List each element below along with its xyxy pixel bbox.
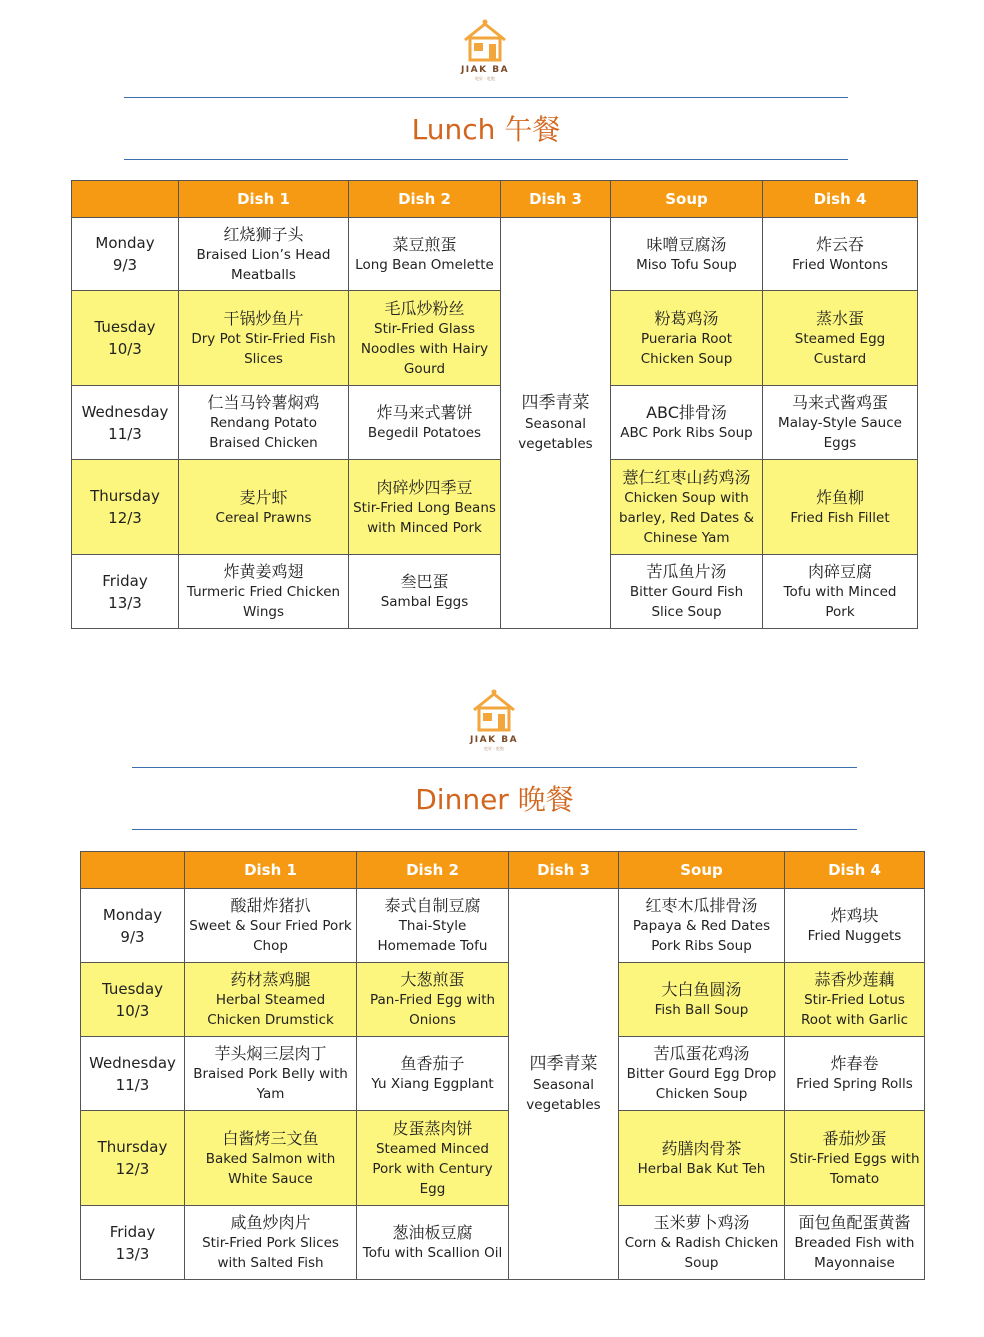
day-date: 13/3	[108, 593, 142, 612]
day-name: Friday	[102, 571, 148, 590]
soup-cell	[611, 460, 763, 555]
dish-en: Braised Pork Belly with Yam	[193, 1066, 348, 1102]
dish4-cell	[785, 1111, 925, 1206]
dish2-cell	[349, 291, 501, 386]
dinner-top-rule	[132, 767, 857, 768]
dish-zh: 粉葛鸡汤	[654, 308, 719, 328]
day-date: 9/3	[112, 256, 138, 274]
soup-cell	[611, 386, 763, 460]
dish-zh: 蒸水蛋	[815, 308, 864, 328]
dish2-cell	[349, 555, 501, 629]
dish4-cell	[785, 1037, 925, 1111]
dish-en: Tofu with Scallion Oil	[362, 1245, 503, 1261]
dish1-cell	[185, 889, 357, 963]
day-date: 10/3	[115, 1001, 150, 1020]
dish2-cell	[357, 963, 509, 1037]
dish-en: ABC Pork Ribs Soup	[620, 425, 753, 441]
header-dish1: Dish 1	[179, 181, 349, 218]
dish-zh: 鱼香茄子	[400, 1054, 465, 1073]
lunch-top-rule	[124, 97, 848, 98]
dish-zh: 苦瓜蛋花鸡汤	[653, 1044, 750, 1063]
dish-zh: 仁当马铃薯焖鸡	[207, 393, 320, 412]
dish1-cell	[185, 1037, 357, 1111]
table-row	[81, 1037, 925, 1111]
header-soup: Soup	[611, 181, 763, 218]
dish3-cell	[501, 218, 611, 629]
dish-zh: 大白鱼圆汤	[661, 980, 742, 999]
day-cell	[72, 460, 179, 555]
dish-zh: 毛瓜炒粉丝	[384, 298, 465, 318]
table-row	[81, 963, 925, 1037]
dish1-cell	[185, 1206, 357, 1280]
header-dish4: Dish 4	[785, 852, 925, 889]
header-dish3: Dish 3	[509, 852, 619, 889]
dish-en: Thai-Style Homemade Tofu	[377, 918, 488, 954]
header-dish2: Dish 2	[349, 181, 501, 218]
dish-en: Long Bean Omelette	[355, 256, 494, 273]
dish4-cell	[785, 889, 925, 963]
dish-zh: 药膳肉骨茶	[661, 1138, 742, 1158]
dish-zh: 肉碎炒四季豆	[376, 477, 473, 497]
soup-cell	[619, 1037, 785, 1111]
dish-zh: 番茄炒蛋	[822, 1128, 887, 1148]
dish1-cell	[185, 963, 357, 1037]
dish-en: Malay-Style Sauce Eggs	[778, 415, 902, 451]
dish1-cell	[185, 1111, 357, 1206]
dish-zh: 玉米萝卜鸡汤	[653, 1213, 750, 1232]
dish-en: Cereal Prawns	[215, 509, 312, 526]
dish-zh: 咸鱼炒肉片	[230, 1213, 311, 1232]
brand-name: JIAK BA	[460, 65, 510, 75]
dish-en: Begedil Potatoes	[367, 425, 482, 441]
soup-cell	[611, 218, 763, 291]
dish-en: Turmeric Fried Chicken Wings	[186, 584, 341, 620]
dish-en: Bitter Gourd Fish Slice Soup	[629, 584, 744, 620]
dish-en: Yu Xiang Eggplant	[371, 1076, 494, 1092]
dish-zh: 泰式自制豆腐	[384, 896, 481, 915]
dish2-cell	[357, 1206, 509, 1280]
dish-zh: 面包鱼配蛋黄酱	[798, 1213, 911, 1232]
dish-zh: 大葱煎蛋	[400, 970, 465, 989]
dish-en: Stir-Fried Eggs with Tomato	[789, 1150, 920, 1187]
day-date: 9/3	[120, 927, 145, 946]
day-name: Tuesday	[101, 979, 164, 998]
brand-tagline: 吃好 · 吃饱	[484, 746, 504, 751]
header-day	[72, 181, 179, 218]
dish-zh: 皮蛋蒸肉饼	[392, 1118, 473, 1138]
dish2-cell	[357, 1111, 509, 1206]
dish4-cell	[785, 1206, 925, 1280]
dish-en: vegetables	[518, 435, 593, 452]
dish-zh: 薏仁红枣山药鸡汤	[622, 467, 751, 487]
dish-zh: 炸黄姜鸡翅	[223, 562, 304, 581]
day-cell	[81, 1111, 185, 1206]
day-date: 12/3	[108, 509, 142, 527]
dish1-cell	[179, 460, 349, 555]
dish4-cell	[785, 963, 925, 1037]
dish4-cell	[763, 218, 918, 291]
dish-zh: 马来式酱鸡蛋	[791, 393, 888, 412]
dish-en: Fried Fish Fillet	[790, 509, 890, 526]
dish-en: Fish Ball Soup	[654, 1002, 749, 1018]
day-cell	[81, 1037, 185, 1111]
dish1-cell	[179, 218, 349, 291]
dish-zh: 炸鱼柳	[815, 487, 864, 507]
dish-en: Dry Pot Stir-Fried Fish Slices	[191, 330, 336, 367]
dish1-cell	[179, 291, 349, 386]
table-row	[72, 460, 918, 555]
dish-en: Bitter Gourd Egg Drop Chicken Soup	[626, 1066, 777, 1102]
dish-zh: 芋头焖三层肉丁	[214, 1044, 327, 1063]
table-row	[72, 386, 918, 460]
dish-zh: 炸云吞	[815, 234, 864, 254]
table-row	[81, 1206, 925, 1280]
dish-en: Sweet & Sour Fried Pork Chop	[189, 918, 352, 954]
dish-en: Steamed Minced Pork with Century Egg	[372, 1140, 493, 1197]
dinner-bottom-rule	[132, 829, 857, 830]
dish-zh: 葱油板豆腐	[392, 1223, 473, 1242]
dish4-cell	[763, 291, 918, 386]
table-row	[72, 218, 918, 291]
day-date: 11/3	[108, 424, 142, 443]
dish-en: vegetables	[526, 1096, 601, 1113]
lunch-bottom-rule	[124, 159, 848, 160]
dish1-cell	[179, 386, 349, 460]
dish-zh: 炸鸡块	[830, 906, 879, 925]
dish-en: Seasonal	[532, 1076, 595, 1093]
dish4-cell	[763, 555, 918, 629]
table-header-row	[72, 181, 918, 218]
day-cell	[72, 291, 179, 386]
dish-en: Stir-Fried Glass Noodles with Hairy Gourd	[360, 320, 489, 377]
soup-cell	[619, 1111, 785, 1206]
dish2-cell	[349, 218, 501, 291]
dish-en: Stir-Fried Pork Slices with Salted Fish	[202, 1235, 339, 1271]
dish-en: Pueraria Root Chicken Soup	[640, 330, 733, 367]
day-name: Monday	[95, 234, 155, 252]
dish-en: Baked Salmon with White Sauce	[205, 1150, 336, 1187]
dish-zh: 干锅炒鱼片	[223, 308, 304, 328]
header-dish1: Dish 1	[185, 852, 357, 889]
dish-en: Herbal Steamed Chicken Drumstick	[207, 992, 334, 1028]
dish-en: Herbal Bak Kut Teh	[637, 1160, 766, 1177]
soup-cell	[619, 1206, 785, 1280]
header-soup: Soup	[619, 852, 785, 889]
dish-en: Breaded Fish with Mayonnaise	[794, 1235, 915, 1271]
dish-en: Sambal Eggs	[380, 594, 469, 610]
day-date: 13/3	[115, 1244, 150, 1263]
dish2-cell	[357, 1037, 509, 1111]
dish-en: Seasonal	[524, 415, 587, 432]
lunch-menu-table	[71, 180, 918, 629]
table-row	[81, 889, 925, 963]
day-cell	[72, 555, 179, 629]
soup-cell	[619, 889, 785, 963]
day-name: Tuesday	[94, 318, 156, 336]
dish-zh: 菜豆煎蛋	[392, 234, 457, 254]
dish4-cell	[763, 460, 918, 555]
dish-en: Miso Tofu Soup	[636, 256, 737, 273]
dish-en: Papaya & Red Dates Pork Ribs Soup	[632, 918, 771, 954]
soup-cell	[611, 291, 763, 386]
house-icon	[468, 688, 520, 734]
day-name: Thursday	[90, 487, 160, 505]
dinner-title: Dinner 晚餐	[415, 783, 574, 816]
dish-zh: 肉碎豆腐	[807, 562, 872, 581]
dish-zh: 酸甜炸猪扒	[230, 896, 311, 915]
day-cell	[72, 218, 179, 291]
day-name: Friday	[109, 1222, 156, 1241]
dish-zh: 四季青菜	[529, 1053, 598, 1074]
dish-en: Fried Nuggets	[807, 928, 902, 944]
dish1-cell	[179, 555, 349, 629]
dish-zh: ABC排骨汤	[646, 403, 727, 422]
table-header-row	[81, 852, 925, 889]
dish-en: Corn & Radish Chicken Soup	[624, 1235, 779, 1271]
dish-zh: 炸马来式薯饼	[376, 403, 473, 422]
dish-zh: 药材蒸鸡腿	[230, 970, 311, 989]
brand-tagline: 吃好 · 吃饱	[475, 76, 495, 81]
dish-zh: 苦瓜鱼片汤	[646, 562, 727, 581]
dish-en: Steamed Egg Custard	[794, 330, 886, 367]
dish-en: Rendang Potato Braised Chicken	[209, 415, 318, 451]
day-cell	[81, 1206, 185, 1280]
dish3-cell	[509, 889, 619, 1280]
brand-logo	[454, 688, 534, 758]
dish-zh: 麦片虾	[239, 487, 288, 507]
header-dish4: Dish 4	[763, 181, 918, 218]
dish-zh: 味噌豆腐汤	[646, 234, 727, 254]
dish-zh: 白酱烤三文鱼	[222, 1128, 319, 1148]
day-date: 10/3	[108, 340, 142, 358]
dish-en: Pan-Fried Egg with Onions	[369, 992, 496, 1028]
dish-zh: 炸春卷	[830, 1054, 879, 1073]
header-day	[81, 852, 185, 889]
dish-en: Tofu with Minced Pork	[783, 584, 897, 620]
day-cell	[81, 963, 185, 1037]
day-cell	[72, 386, 179, 460]
dish-zh: 蒜香炒莲藕	[814, 970, 895, 989]
day-cell	[81, 889, 185, 963]
day-date: 12/3	[115, 1160, 150, 1178]
day-name: Monday	[102, 905, 163, 924]
dish2-cell	[349, 460, 501, 555]
lunch-title: Lunch 午餐	[411, 113, 561, 146]
day-name: Wednesday	[81, 402, 169, 421]
dish-zh: 叁巴蛋	[400, 572, 449, 591]
dish-en: Fried Spring Rolls	[796, 1076, 913, 1092]
dish2-cell	[349, 386, 501, 460]
day-name: Wednesday	[89, 1053, 176, 1072]
header-dish3: Dish 3	[501, 181, 611, 218]
dish-en: Braised Lion’s Head Meatballs	[196, 246, 331, 283]
brand-name: JIAK BA	[469, 735, 519, 745]
dish-zh: 红烧狮子头	[223, 224, 304, 244]
dish-en: Fried Wontons	[792, 256, 888, 273]
dish-en: Stir-Fried Long Beans with Minced Pork	[353, 499, 496, 536]
day-name: Thursday	[97, 1138, 168, 1156]
soup-cell	[619, 963, 785, 1037]
dish-en: Stir-Fried Lotus Root with Garlic	[800, 992, 909, 1028]
dish-zh: 红枣木瓜排骨汤	[645, 896, 758, 915]
header-dish2: Dish 2	[357, 852, 509, 889]
dish-zh: 四季青菜	[521, 392, 590, 413]
dish4-cell	[763, 386, 918, 460]
soup-cell	[611, 555, 763, 629]
dinner-menu-table	[80, 851, 925, 1280]
dish-en: Chicken Soup with barley, Red Dates & Chinese Yam	[618, 489, 755, 546]
brand-logo	[445, 18, 525, 88]
house-icon	[459, 18, 511, 64]
table-row	[72, 291, 918, 386]
dish2-cell	[357, 889, 509, 963]
table-row	[81, 1111, 925, 1206]
table-row	[72, 555, 918, 629]
day-date: 11/3	[115, 1075, 150, 1094]
